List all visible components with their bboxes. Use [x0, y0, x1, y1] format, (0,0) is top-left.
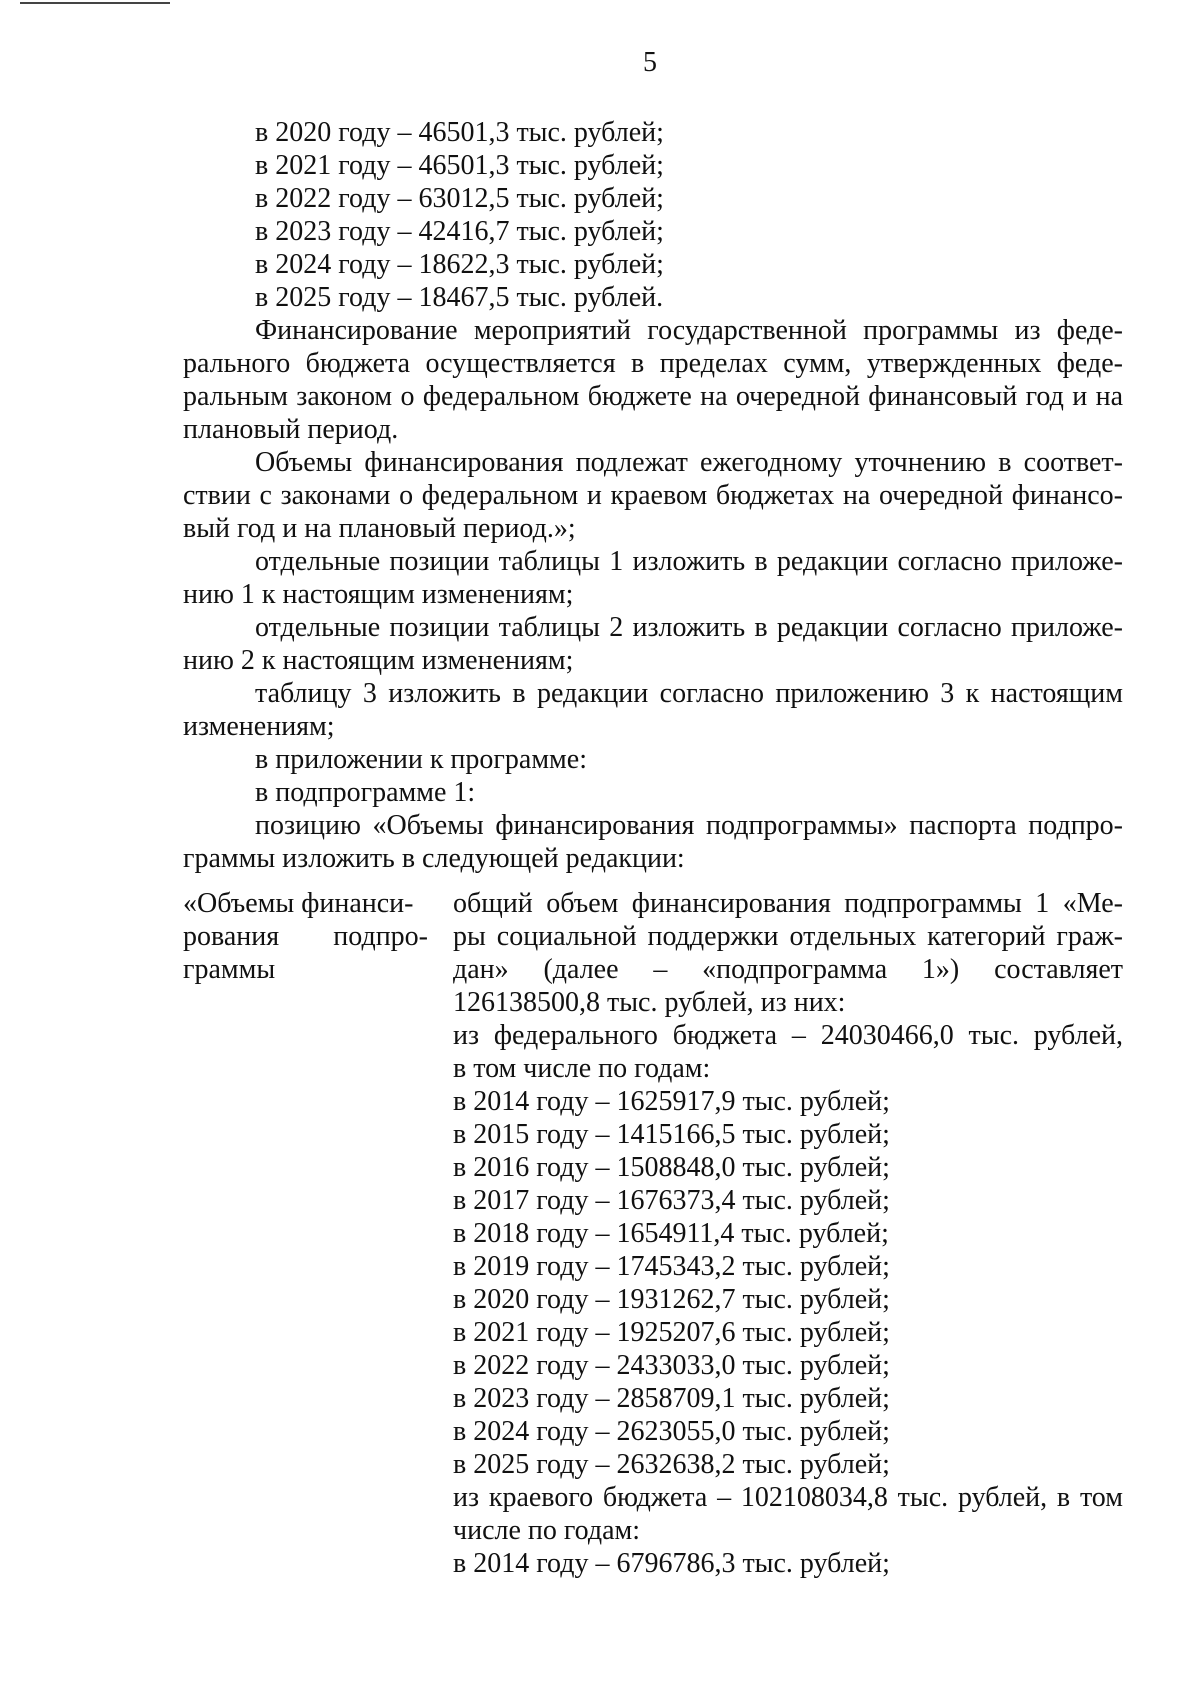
subprogram-line: в подпрограмме 1:: [255, 777, 476, 808]
federal-year-line: в 2019 году – 1745343,2 тыс. рублей;: [453, 1251, 890, 1282]
federal-year-line: в 2021 году – 1925207,6 тыс. рублей;: [453, 1317, 890, 1348]
paragraph-table2: [183, 611, 1123, 677]
federal-year-line: в 2016 году – 1508848,0 тыс. рублей;: [453, 1152, 890, 1183]
document-body: [183, 116, 1123, 875]
year-line: в 2020 году – 46501,3 тыс. рублей;: [255, 117, 664, 148]
federal-intro-line: из федерального бюджета – 24030466,0 тыс. рублей,: [453, 1020, 1123, 1051]
year-line: в 2022 году – 63012,5 тыс. рублей;: [255, 183, 664, 214]
appendix-line: в приложении к программе:: [255, 744, 587, 775]
paragraph-line: граммы изложить в следующей редакции:: [183, 843, 685, 874]
paragraph-line: ральным законом о федеральном бюджете на очередной финансовый год и на: [183, 381, 1123, 412]
federal-year-line: в 2015 году – 1415166,5 тыс. рублей;: [453, 1119, 890, 1150]
paragraph-position: [183, 809, 1123, 875]
year-line: в 2021 году – 46501,3 тыс. рублей;: [255, 150, 664, 181]
paragraph-line: ствии с законами о федеральном и краевом бюджетах на очередной финансо-: [183, 480, 1123, 511]
paragraph-line: Финансирование мероприятий государственной программы из феде-: [255, 315, 1123, 346]
paragraph-line: изменениям;: [183, 711, 335, 742]
federal-year-line: в 2014 году – 1625917,9 тыс. рублей;: [453, 1086, 890, 1117]
year-line: в 2023 году – 42416,7 тыс. рублей;: [255, 216, 664, 247]
passport-value-line: ры социальной поддержки отдельных категорий граж-: [453, 921, 1123, 952]
regional-year-line: в 2014 году – 6796786,3 тыс. рублей;: [453, 1548, 890, 1579]
year-line: в 2025 году – 18467,5 тыс. рублей.: [255, 282, 664, 313]
federal-year-line: в 2020 году – 1931262,7 тыс. рублей;: [453, 1284, 890, 1315]
passport-label: [183, 887, 428, 986]
scan-edge-line: [20, 2, 170, 4]
paragraph-line: рального бюджета осуществляется в пределах сумм, утвержденных феде-: [183, 348, 1123, 379]
passport-value-line: 126138500,8 тыс. рублей, из них:: [453, 987, 846, 1018]
federal-year-line: в 2017 году – 1676373,4 тыс. рублей;: [453, 1185, 890, 1216]
paragraph-financing: [183, 314, 1123, 446]
year-line: в 2024 году – 18622,3 тыс. рублей;: [255, 249, 664, 280]
federal-year-line: в 2025 году – 2632638,2 тыс. рублей;: [453, 1449, 890, 1480]
regional-intro-line: из краевого бюджета – 102108034,8 тыс. рублей, в том: [453, 1482, 1123, 1513]
paragraph-line: таблицу 3 изложить в редакции согласно приложению 3 к настоящим: [255, 678, 1123, 709]
paragraph-line: плановый период.: [183, 414, 399, 445]
regional-intro-line: числе по годам:: [453, 1515, 641, 1546]
year-list: [183, 116, 1123, 314]
passport-label-line: граммы: [183, 954, 276, 985]
passport-value-line: дан» (далее – «подпрограмма 1») составляет: [453, 954, 1123, 985]
federal-year-line: в 2023 году – 2858709,1 тыс. рублей;: [453, 1383, 890, 1414]
federal-year-line: в 2022 году – 2433033,0 тыс. рублей;: [453, 1350, 890, 1381]
paragraph-table1: [183, 545, 1123, 611]
paragraph-line: нию 2 к настоящим изменениям;: [183, 645, 574, 676]
paragraph-line: отдельные позиции таблицы 1 изложить в редакции согласно приложе-: [255, 546, 1123, 577]
paragraph-line: позицию «Объемы финансирования подпрограммы» паспорта подпро-: [255, 810, 1123, 841]
paragraph-line: отдельные позиции таблицы 2 изложить в редакции согласно приложе-: [255, 612, 1123, 643]
passport-label-line: «Объемы финанси-: [183, 888, 414, 919]
paragraph-line: нию 1 к настоящим изменениям;: [183, 579, 574, 610]
page-number: 5: [643, 47, 657, 78]
paragraph-line: вый год и на плановый период.»;: [183, 513, 576, 544]
passport-value-line: общий объем финансирования подпрограммы 1 «Ме-: [453, 888, 1123, 919]
federal-intro-line: в том числе по годам:: [453, 1053, 711, 1084]
paragraph-line: Объемы финансирования подлежат ежегодному уточнению в соответ-: [255, 447, 1123, 478]
passport-label-line: рования подпро-: [183, 921, 428, 952]
paragraph-table3: [183, 677, 1123, 743]
federal-year-line: в 2024 году – 2623055,0 тыс. рублей;: [453, 1416, 890, 1447]
federal-year-line: в 2018 году – 1654911,4 тыс. рублей;: [453, 1218, 889, 1249]
paragraph-volumes: [183, 446, 1123, 545]
passport-value: [453, 887, 1123, 1580]
